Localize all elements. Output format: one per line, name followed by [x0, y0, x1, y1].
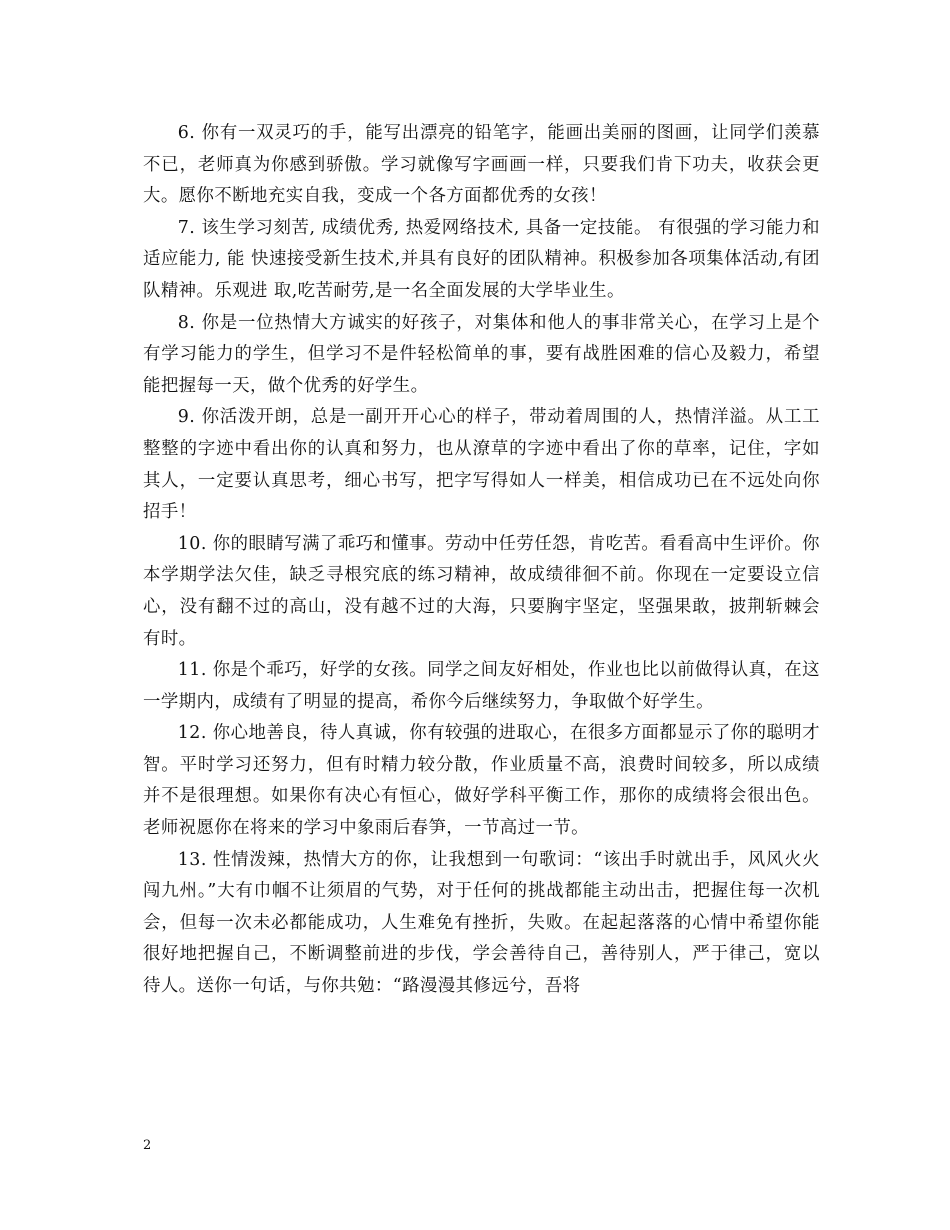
comment-paragraph-8: 8. 你是一位热情大方诚实的好孩子，对集体和他人的事非常关心，在学习上是个有学习能力的学生，但学习不是件轻松简单的事，要有战胜困难的信心及毅力，希望能把握每一天，做个优秀的好学生。 — [143, 312, 820, 396]
comment-paragraph-13: 13. 性情泼辣，热情大方的你，让我想到一句歌词：“该出手时就出手，风风火火闯九州。”大有巾帼不让须眉的气势，对于任何的挑战都能主动出击，把握住每一次机会，但每一次未必都能成功，人生难免有挫折，失败。在起起落落的心情中希望你能很好地把握自己，不断调整前进的步伐，学会善待自己，善待别人，严于律己，宽以待人。送你一句话，与你共勉：“路漫漫其修远兮，吾将 — [143, 849, 820, 997]
document-body — [143, 118, 820, 1003]
comment-paragraph-10: 10. 你的眼睛写满了乖巧和懂事。劳动中任劳任怨，肯吃苦。看看高中生评价。你本学期学法欠佳，缺乏寻根究底的练习精神，故成绩徘徊不前。你现在一定要设立信心，没有翻不过的高山，没有越不过的大海，只要胸宇坚定，坚强果敢，披荆斩棘会有时。 — [143, 533, 820, 649]
comment-paragraph-11: 11. 你是个乖巧，好学的女孩。同学之间友好相处，作业也比以前做得认真，在这一学期内，成绩有了明显的提高，希你今后继续努力，争取做个好学生。 — [143, 660, 820, 712]
comment-paragraph-6: 6. 你有一双灵巧的手，能写出漂亮的铅笔字，能画出美丽的图画，让同学们羡慕不已，老师真为你感到骄傲。学习就像写字画画一样，只要我们肯下功夫，收获会更大。愿你不断地充实自我，变成一个各方面都优秀的女孩！ — [143, 123, 820, 207]
page-number: 2 — [143, 1138, 152, 1153]
comment-paragraph-7: 7. 该生学习刻苦, 成绩优秀, 热爱网络技术, 具备一定技能。 有很强的学习能力和适应能力, 能 快速接受新生技术,并具有良好的团队精神。积极参加各项集体活动,有团队精神。乐观进 取,吃苦耐劳,是一名全面发展的大学毕业生。 — [143, 217, 820, 301]
comment-paragraph-9: 9. 你活泼开朗，总是一副开开心心的样子，带动着周围的人，热情洋溢。从工工整整的字迹中看出你的认真和努力，也从潦草的字迹中看出了你的草率，记住，字如其人，一定要认真思考，细心书写，把字写得如人一样美，相信成功已在不远处向你招手！ — [143, 407, 820, 523]
comment-paragraph-12: 12. 你心地善良，待人真诚，你有较强的进取心，在很多方面都显示了你的聪明才智。平时学习还努力，但有时精力较分散，作业质量不高，浪费时间较多，所以成绩并不是很理想。如果你有决心有恒心，做好学科平衡工作，那你的成绩将会很出色。老师祝愿你在将来的学习中象雨后春笋，一节高过一节。 — [143, 723, 820, 839]
